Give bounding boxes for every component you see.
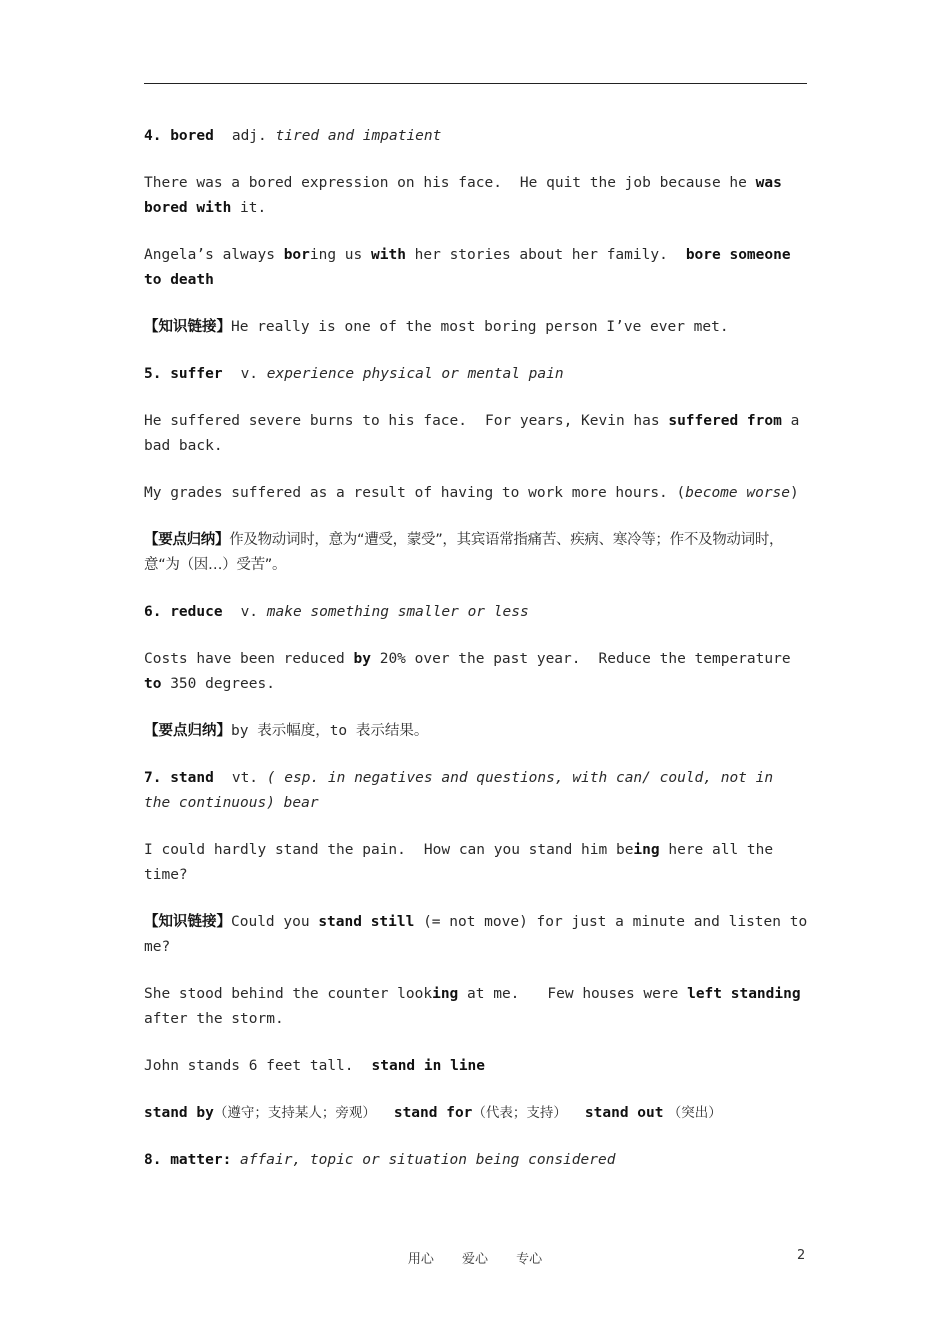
example-text: John stands 6 feet tall.: [144, 1058, 354, 1074]
knowledge-link-tag: 【知识链接】: [144, 319, 231, 335]
example-text: My grades suffered as a result of having to work more hours. (: [144, 485, 686, 501]
entry-5-note: [144, 528, 808, 578]
entry-7-heading: [144, 766, 808, 816]
example-bold: ing: [432, 986, 459, 1002]
example-bold: bore someone to death: [144, 247, 791, 288]
footer-motto: [0, 1248, 950, 1267]
example-text: at me.: [458, 986, 520, 1002]
phrase-bold: stand for: [393, 1105, 473, 1121]
footer-word: 专心: [516, 1252, 543, 1267]
phrase-bold: stand by: [144, 1105, 214, 1121]
example-bold: by: [353, 651, 371, 667]
footer-word: 爱心: [461, 1252, 488, 1267]
example-text: here all the time?: [144, 842, 774, 883]
entry-4-heading: [144, 124, 808, 149]
example-text: Angela’s always: [144, 247, 284, 263]
example-text: For years, Kevin has: [485, 413, 669, 429]
entry-5-pos: v.: [240, 366, 259, 382]
example-text: I could hardly stand the pain.: [144, 842, 406, 858]
example-text: after the storm.: [144, 1011, 284, 1027]
phrase-gloss: （代表；支持）: [472, 1105, 567, 1121]
example-bold: was bored with: [144, 175, 782, 216]
entry-6-pos: v.: [240, 604, 259, 620]
entry-7-example-1: [144, 838, 808, 888]
entry-7-example-2: [144, 982, 808, 1032]
example-text: Could you: [231, 914, 319, 930]
key-points-tag: 【要点归纳】: [144, 532, 230, 548]
entry-6-note: [144, 719, 808, 744]
example-text: Reduce the temperature: [598, 651, 791, 667]
example-bold: bor: [283, 247, 310, 263]
entry-4-word: 4. bored: [144, 128, 214, 144]
example-text: He suffered severe burns to his face.: [144, 413, 468, 429]
entry-6-example-1: [144, 647, 808, 697]
entry-7-example-3: [144, 1054, 808, 1079]
entry-4-pos: adj.: [231, 128, 267, 144]
example-bold: stand still: [318, 914, 415, 930]
example-text: ): [790, 485, 799, 501]
example-text: (= not move) for just a minute and listen to me?: [144, 914, 808, 955]
entry-5-definition: experience physical or mental pain: [266, 366, 564, 382]
entry-6-definition: make something smaller or less: [266, 604, 529, 620]
example-italic: become worse: [685, 485, 791, 501]
entry-4-link: [144, 315, 808, 340]
phrase-gloss: （突出）: [663, 1105, 722, 1121]
phrase-bold: stand out: [584, 1105, 664, 1121]
entry-4-example-2: [144, 243, 808, 293]
entry-8-definition: affair, topic or situation being considered: [240, 1152, 616, 1168]
example-text: a bad back.: [144, 413, 800, 454]
page-number: 2: [797, 1248, 806, 1263]
footer-word: 用心: [407, 1252, 434, 1267]
knowledge-link-tag: 【知识链接】: [144, 914, 231, 930]
phrase-gloss: （遵守；支持某人；旁观）: [213, 1105, 376, 1121]
example-text: Costs have been reduced: [144, 651, 354, 667]
example-bold: ing: [633, 842, 660, 858]
entry-5-heading: [144, 362, 808, 387]
header-rule: [144, 83, 807, 84]
example-text: How can you stand him be: [423, 842, 634, 858]
example-bold: left standing: [687, 986, 801, 1002]
entry-5-example-2: [144, 481, 808, 506]
example-text: He quit the job because he: [519, 175, 756, 191]
example-text: ing us: [309, 247, 371, 263]
example-text: 20% over the past year.: [370, 651, 581, 667]
example-bold: suffered from: [668, 413, 782, 429]
example-text: it.: [231, 200, 267, 216]
example-bold: with: [371, 247, 406, 263]
entry-4-example-1: [144, 171, 808, 221]
document-body: [144, 124, 808, 1195]
entry-7-link: [144, 910, 808, 960]
example-text: 350 degrees.: [161, 676, 275, 692]
entry-6-word: 6. reduce: [144, 604, 223, 620]
example-text: He really is one of the most boring person I’ve ever met.: [231, 319, 729, 335]
entry-7-definition: ( esp. in negatives and questions, with can/ could, not in the continuous) bear: [144, 770, 774, 811]
example-text: There was a bored expression on his face.: [144, 175, 502, 191]
entry-8-word: 8. matter:: [144, 1152, 232, 1168]
example-text: She stood behind the counter look: [144, 986, 433, 1002]
entry-4-definition: tired and impatient: [275, 128, 442, 144]
note-text: 作及物动词时，意为“遭受，蒙受”，其宾语常指痛苦、疾病、寒冷等；作不及物动词时，意“为（因…）受苦”。: [144, 532, 784, 573]
example-bold: to: [144, 676, 162, 692]
example-text: her stories about her family.: [405, 247, 668, 263]
entry-6-heading: [144, 600, 808, 625]
note-text: by 表示幅度，to 表示结果。: [231, 723, 429, 739]
key-points-tag: 【要点归纳】: [144, 723, 231, 739]
entry-7-word: 7. stand: [144, 770, 214, 786]
example-text: Few houses were: [547, 986, 688, 1002]
entry-5-word: 5. suffer: [144, 366, 223, 382]
entry-5-example-1: [144, 409, 808, 459]
entry-8-heading: [144, 1148, 808, 1173]
entry-7-phrases: [144, 1101, 808, 1126]
entry-7-pos: vt.: [231, 770, 259, 786]
example-bold: stand in line: [371, 1058, 486, 1074]
